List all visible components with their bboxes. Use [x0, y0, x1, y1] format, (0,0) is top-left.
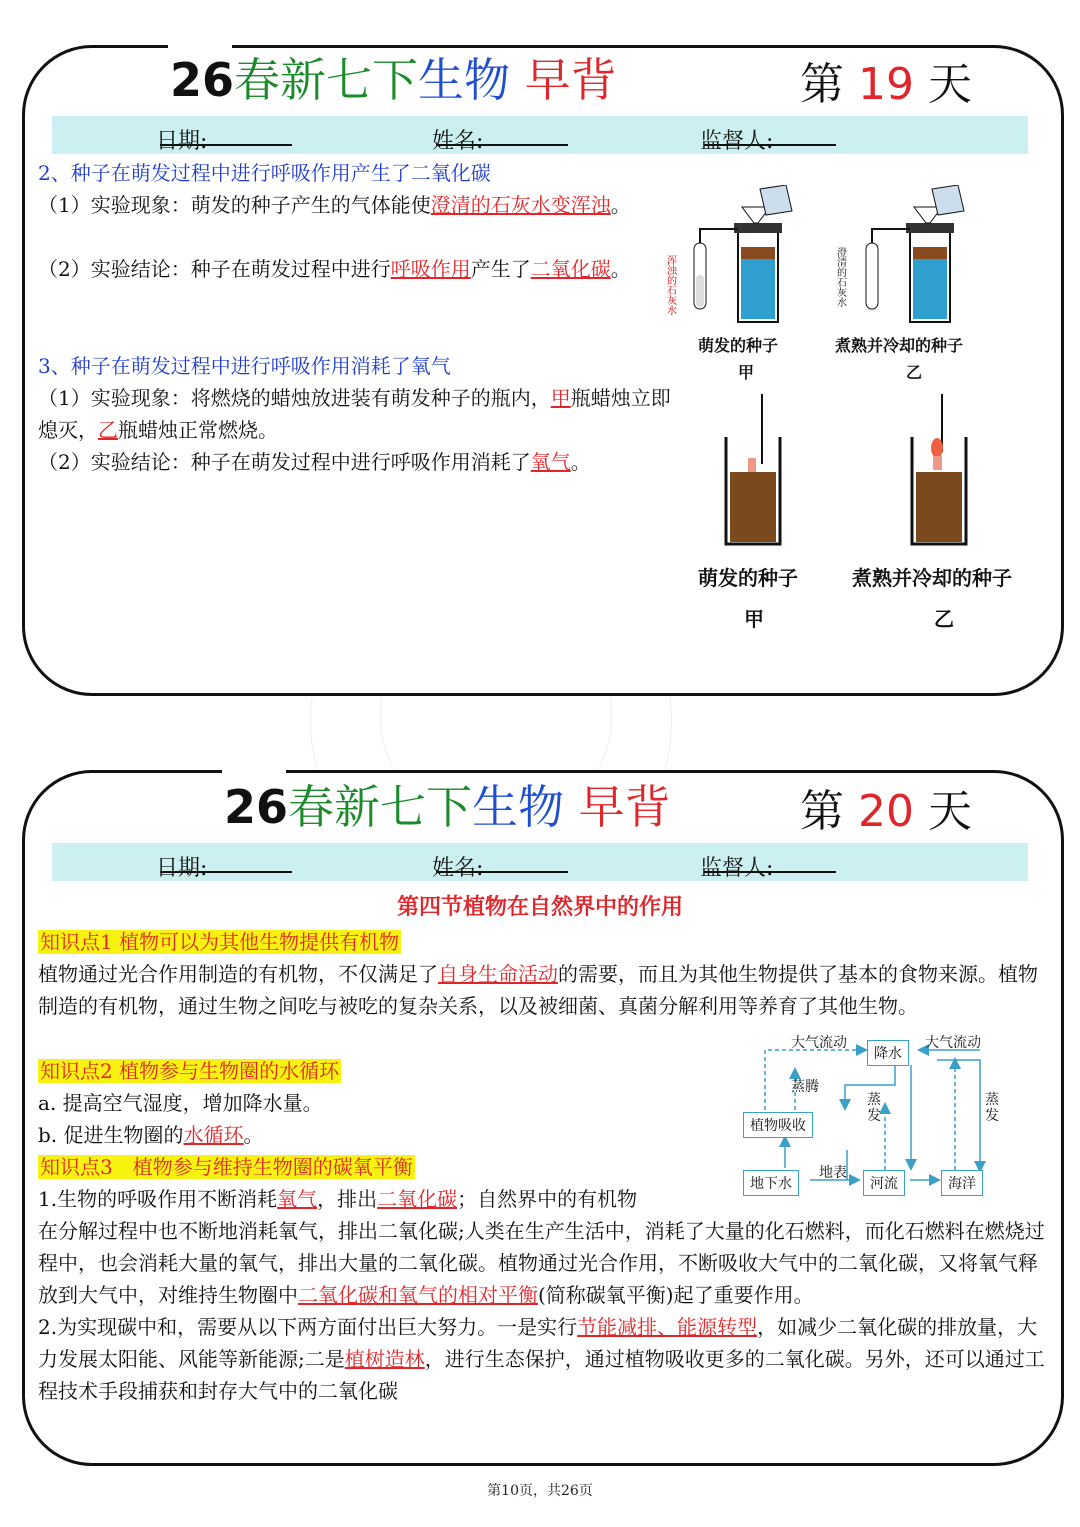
label-atm-flow-1: 大气流动 — [791, 1035, 847, 1051]
fig1-caption-b2: 乙 — [906, 363, 923, 382]
day-counter: 第 20 天 — [800, 786, 972, 837]
box-groundwater: 地下水 — [743, 1170, 799, 1196]
page-title: 26春新七下生物 早背 — [170, 53, 617, 107]
label-surface: 地表 — [819, 1165, 847, 1181]
fig2-caption-b: 煮熟并冷却的种子 — [852, 566, 1012, 590]
section-3-conclusion: （2）实验结论：种子在萌发过程中进行呼吸作用消耗了氧气。 — [38, 450, 591, 474]
label-evaporation-2: 蒸发 — [985, 1092, 999, 1124]
kp3-line1: 1.生物的呼吸作用不断消耗氧气，排出二氧化碳；自然界中的有机物 — [38, 1187, 638, 1211]
section-2-conclusion: （2）实验结论：种子在萌发过程中进行呼吸作用产生了二氧化碳。 — [38, 257, 631, 281]
section-3-heading: 3、种子在萌发过程中进行呼吸作用消耗了氧气 — [38, 354, 451, 378]
kp3-heading: 知识点3 植物参与维持生物圈的碳氧平衡 — [40, 1155, 413, 1179]
section-title: 第四节植物在自然界中的作用 — [396, 894, 683, 920]
page-footer: 第10页，共26页 — [487, 1483, 593, 1499]
water-cycle-diagram — [735, 1030, 1035, 1200]
box-ocean: 海洋 — [941, 1170, 983, 1196]
kp2-a: a. 提高空气湿度，增加降水量。 — [38, 1091, 323, 1115]
label-transpiration: 蒸腾 — [791, 1079, 819, 1095]
box-plant-absorb: 植物吸收 — [743, 1112, 813, 1138]
kp2-heading: 知识点2 植物参与生物圈的水循环 — [40, 1059, 340, 1083]
box-river: 河流 — [863, 1170, 905, 1196]
fig2-caption-a2: 甲 — [744, 607, 764, 631]
fig1-caption-a2: 甲 — [738, 363, 755, 382]
co2-experiment-figure — [660, 185, 1020, 330]
info-bar: 日期: 姓名: 监督人: — [52, 843, 1028, 881]
kp2-b: b. 促进生物圈的水循环。 — [38, 1123, 264, 1147]
box-rain: 降水 — [867, 1040, 909, 1066]
side-label-a: 浑浊的石灰水 — [664, 255, 676, 315]
jar-yi — [912, 394, 966, 544]
fig1-caption-a: 萌发的种子 — [698, 336, 779, 355]
info-bar: 日期: 姓名: 监督人: — [52, 116, 1028, 154]
page-title: 26春新七下生物 早背 — [224, 780, 671, 834]
kp1-body: 植物通过光合作用制造的有机物，不仅满足了自身生命活动的需要，而且为其他生物提供了基本的食物来源。植物制造的有机物，通过生物之间吃与被吃的复杂关系，以及被细菌、真菌分解利用等养育了其他生物。 — [38, 962, 1038, 1018]
label-evaporation-1: 蒸发 — [867, 1092, 881, 1124]
label-atm-flow-2: 大气流动 — [925, 1035, 981, 1051]
apparatus-jia — [694, 185, 792, 322]
kp3-body: 在分解过程中也不断地消耗氧气，排出二氧化碳;人类在生产生活中，消耗了大量的化石燃料，而化石燃料在燃烧过程中，也会消耗大量的氧气，排出大量的二氧化碳。植物通过光合作用，不断吸收大气中的二氧化碳，又将氧气释放到大气中，对维持生物圈中二氧化碳和氧气的相对平衡(简称碳氧平衡)起了重要作用。 2.为实现碳中和，需要从以下两方面付出巨大努力。一是实行节能减排、能源转型，如减少二氧化碳的排放量，大力发展太阳能、风能等新能源;二是植树造林，进行生态保护，通过植物吸收更多的二氧化碳。另外，还可以通过工程技术手段捕获和封存大气中的二氧化碳 — [38, 1219, 1045, 1403]
section-3-observation: （1）实验现象：将燃烧的蜡烛放进装有萌发种子的瓶内，甲瓶蜡烛立即熄灭，乙瓶蜡烛正常燃烧。 — [38, 386, 671, 442]
fig2-caption-b2: 乙 — [934, 607, 954, 631]
fig1-caption-b: 煮熟并冷却的种子 — [835, 336, 964, 355]
jar-jia — [726, 394, 780, 544]
section-2-observation: （1）实验现象：萌发的种子产生的气体能使澄清的石灰水变浑浊。 — [38, 193, 631, 217]
apparatus-yi — [866, 185, 964, 322]
kp1-heading: 知识点1 植物可以为其他生物提供有机物 — [40, 930, 400, 954]
fig2-caption-a: 萌发的种子 — [698, 566, 798, 590]
section-2-heading: 2、种子在萌发过程中进行呼吸作用产生了二氧化碳 — [38, 161, 491, 185]
side-label-b: 澄清的石灰水 — [834, 247, 846, 307]
o2-experiment-figure — [700, 392, 1040, 552]
day-counter: 第 19 天 — [800, 59, 972, 110]
